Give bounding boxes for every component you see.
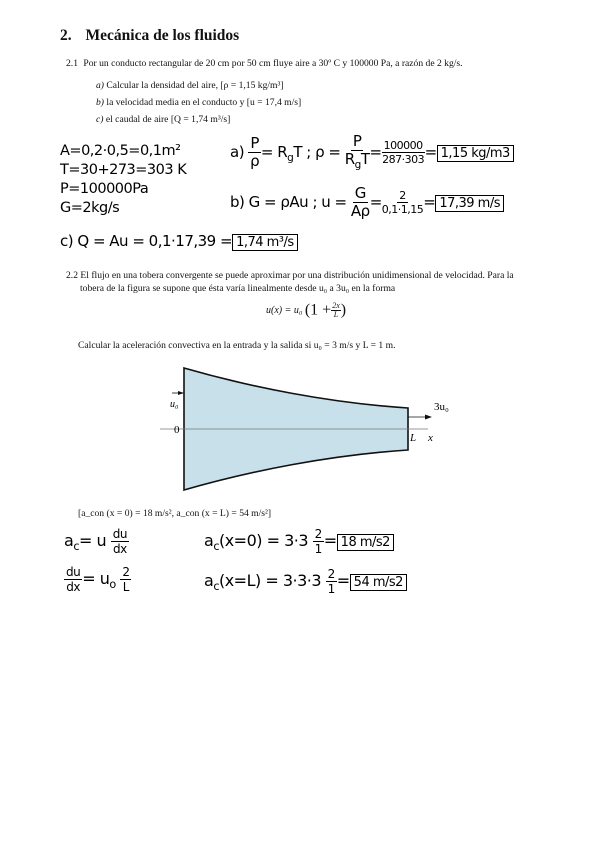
- outlet-arrowhead: [425, 415, 432, 420]
- section-number: 2.: [60, 27, 72, 44]
- hw-result-box-outlet: 54 m/s2: [350, 574, 407, 591]
- section-heading: [60, 27, 239, 45]
- handwritten-a: a) $\frac{P}{\rho}$ = $R_gT$ ; ρ = $\frac{P}{R_gT}$ = $\frac{100000}{287\cdot 303}$ = 1,15 kg/m3: [230, 134, 514, 171]
- hw-label-a: a): [230, 142, 245, 161]
- hw-label-b: b): [230, 193, 245, 211]
- velocity-formula: u(x) = u₀ (1 + $\frac{2x}{L}$ ): [266, 301, 347, 319]
- problem-number: 2.1: [66, 58, 78, 69]
- item-text: Calcular la densidad del aire,: [106, 80, 221, 91]
- hw-dudx: $\frac{du}{dx}$ = $u_o$ $\frac{2}{L}$: [66, 565, 130, 594]
- inlet-arrowhead: [178, 391, 184, 395]
- hw-ac-definition: $a_c= u$ $\frac{du}{dx}$: [64, 527, 127, 556]
- hw-result-outlet: $a_c(x=L) = 3\cdot 3\cdot 3$ $\frac{2}{1}$ = 54 m/s2: [204, 568, 407, 595]
- fraction: $\frac{P}{R_gT}$: [344, 132, 370, 171]
- fraction: $\frac{P}{\rho}$: [250, 133, 260, 170]
- hw-result-box-c: 1,74 m³/s: [232, 234, 298, 251]
- handwritten-b: b) G = ρAu ; u = $\frac{G}{A\rho}$ = $\frac{2}{0,1\cdot 1,15}$ = 17,39 m/s: [230, 186, 504, 219]
- handwritten-c: c) Q = Au = 0,1·17,39 = 1,74 m³/s: [60, 232, 298, 250]
- problem-number: 2.2: [66, 270, 78, 281]
- handwritten-data: [60, 142, 186, 218]
- hw-pressure-line: P=100000Pa: [60, 181, 149, 197]
- item-label: a): [96, 80, 104, 91]
- problem-text-line1: El flujo en una tobera convergente se puede aproximar por una distribución unidimensional de velocidad. Para la: [80, 270, 514, 281]
- fraction: $\frac{2}{0,1\cdot 1,15}$: [381, 189, 424, 216]
- nozzle-figure: [160, 355, 470, 505]
- hw-result-box-b: 17,39 m/s: [435, 195, 504, 212]
- hw-temperature-line: T=30+273=303 K: [60, 162, 187, 178]
- problem-2-1-statement: [66, 58, 463, 71]
- problem-2-2-answer: [a_con (x = 0) = 18 m/s², a_con (x = L) = 54 m/s²]: [78, 508, 272, 519]
- label-length: L: [410, 432, 417, 444]
- hw-area-line: A=0,2·0,5=0,1m²: [60, 143, 181, 159]
- problem-2-2-statement: [66, 270, 546, 295]
- problem-2-2-question: Calcular la aceleración convectiva en la entrada y la salida si u₀ = 3 m/s y L = 1 m.: [78, 340, 396, 351]
- item-text: la velocidad media en el conducto y: [106, 97, 247, 108]
- label-inlet: u₀: [170, 399, 179, 410]
- label-origin: 0: [174, 424, 180, 436]
- problem-2-1-item-b: [96, 97, 301, 110]
- hw-massflow-line: G=2kg/s: [60, 200, 120, 216]
- item-answer: [u = 17,4 m/s]: [246, 97, 302, 108]
- label-x: x: [428, 432, 433, 444]
- label-outlet: 3u₀: [434, 401, 449, 413]
- item-label: b): [96, 97, 104, 108]
- item-answer: [ρ = 1,15 kg/m³]: [220, 80, 284, 91]
- item-answer: [Q = 1,74 m³/s]: [170, 114, 231, 125]
- hw-result-inlet: $a_c(x=0) = 3\cdot 3$ $\frac{2}{1}$ = 18 m/s2: [204, 528, 394, 555]
- item-text: el caudal de aire: [105, 114, 171, 125]
- section-title: Mecánica de los fluidos: [85, 27, 240, 44]
- fraction: $\frac{G}{A\rho}$: [350, 184, 370, 220]
- item-label: c): [96, 114, 104, 125]
- hw-result-box-a: 1,15 kg/m3: [437, 145, 514, 162]
- hw-result-box-inlet: 18 m/s2: [337, 534, 394, 551]
- problem-2-1-item-a: [96, 80, 284, 93]
- problem-2-1-item-c: [96, 114, 230, 127]
- problem-text: Por un conducto rectangular de 20 cm por 50 cm fluye aire a 30º C y 100000 Pa, a razón de 2 kg/s.: [83, 58, 463, 69]
- problem-text-line2: tobera de la figura se supone que ésta varía linealmente desde u₀ a 3u₀ en la forma: [80, 282, 396, 294]
- fraction: $\frac{100000}{287\cdot 303}$: [382, 138, 425, 166]
